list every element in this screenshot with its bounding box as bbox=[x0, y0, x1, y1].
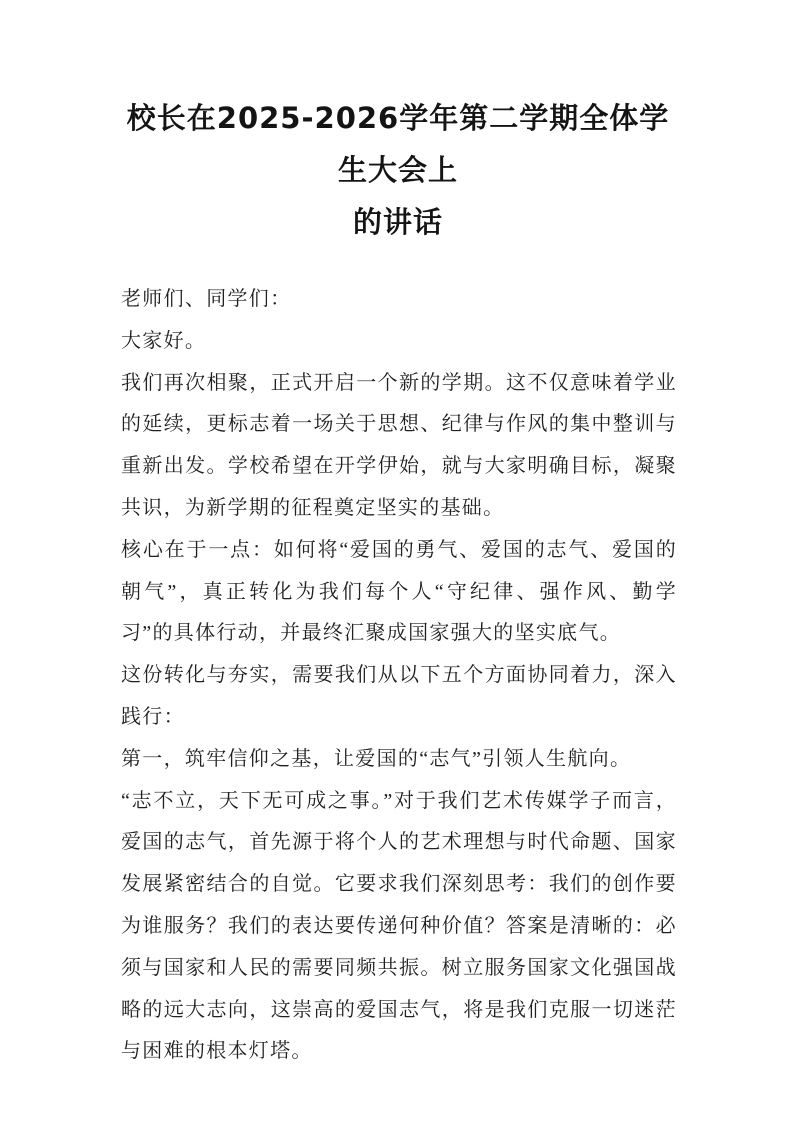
document-title-line-1: 校长在2025-2026学年第二学期全体学生大会上 bbox=[126, 101, 670, 187]
document-title-line-2: 的讲话 bbox=[352, 205, 443, 239]
paragraph-point-one-heading: 第一，筑牢信仰之基，让爱国的“志气”引领人生航向。 bbox=[121, 747, 632, 770]
paragraph-transition: 这份转化与夯实，需要我们从以下五个方面协同着力，深入践行： bbox=[121, 664, 677, 728]
document-body bbox=[121, 279, 677, 1073]
paragraph-point-one-body: “志不立，天下无可成之事。”对于我们艺术传媒学子而言，爱国的志气，首先源于将个人的艺术理想与时代命题、国家发展紧密结合的自觉。它要求我们深刻思考：我们的创作要为谁服务？我们的表达要传递何种价值？答案是清晰的：必须与国家和人民的需要同频共振。树立服务国家文化强国战略的远大志向，这崇高的爱国志气，将是我们克服一切迷茫与困难的根本灯塔。 bbox=[121, 789, 677, 1063]
paragraph-greeting: 大家好。 bbox=[121, 329, 207, 352]
document-title bbox=[113, 92, 683, 248]
paragraph-core-point: 核心在于一点：如何将“爱国的勇气、爱国的志气、爱国的朝气”，真正转化为我们每个人“守纪律、强作风、勤学习”的具体行动，并最终汇聚成国家强大的坚实底气。 bbox=[121, 538, 677, 645]
paragraph-salutation: 老师们、同学们： bbox=[121, 288, 292, 310]
paragraph-opening: 我们再次相聚，正式开启一个新的学期。这不仅意味着学业的延续，更标志着一场关于思想、纪律与作风的集中整训与重新出发。学校希望在开学伊始，就与大家明确目标，凝聚共识，为新学期的征程奠定坚实的基础。 bbox=[121, 371, 677, 519]
